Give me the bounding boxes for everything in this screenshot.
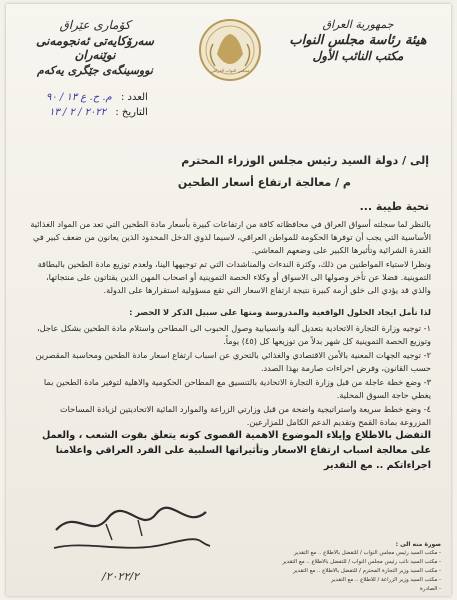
closing-paragraph: التفضل بالاطلاع وإيلاء الموضوع الاهمية القصوى كونه يتعلق بقوت الشعب ، والعمل على معالجة اسباب ارتفاع الاسعار وتأثيراتها السلبية على الفرد العراقي واعلامنا اجراءاتكم .. مع التقدير: [41, 430, 431, 471]
letterhead-arabic: [283, 18, 433, 63]
list-item: ٤- وضع خطط سريعة واستراتيجية واضحة من قبل وزارتي الزراعة والموارد المائية الاتحاديتين لزيادة المساحات المزروعة بمادة القمح وتقديم الدعم الكامل للمزارعين.: [59, 404, 431, 427]
office-name-kurdish: نووسینگەی جێگری یەکەم: [37, 64, 153, 77]
cc-item: - الصادرة: [420, 586, 441, 592]
emblem-caption: مجلس النواب العراقي: [210, 68, 250, 73]
reference-number: [46, 92, 148, 103]
reference-block: [46, 92, 148, 122]
reference-date: [46, 107, 148, 118]
list-item: ٢- توجيه الجهات المعنية بالأمن الاقتصادي والغذائي بالتحري عن اسباب ارتفاع اسعار مادة الطحين ومحاسبة المقصرين حسب القانون، وفرض اجراءات صارمة بهذا الصدد.: [35, 350, 431, 373]
date-value: ۲٠۲۲ / ۲ / ۱۳: [49, 107, 107, 118]
list-item: ٣- وضع خطة عاجلة من قبل وزارة التجارة الاتحادية بالتنسيق مع المطاحن الحكومية والاهلية لتوفير مادة الطحين بما يغطي حاجة السوق المحلية.: [43, 377, 431, 400]
letterhead-kurdish: [20, 18, 170, 77]
paragraph-3: لذا نأمل ايجاد الحلول الواقعية والمدروسة ومنها على سبيل الذكر لا الحصر :: [129, 307, 431, 317]
letter-page: [6, 4, 451, 596]
carbon-copy-list: [271, 540, 441, 594]
country-name-kurdish: كۆماری عێراق: [59, 18, 131, 32]
office-name: مكتب النائب الأول: [312, 49, 404, 63]
cc-item: - مكتب السيد وزير الزراعة / للاطلاع .. مع التقدير: [331, 577, 441, 583]
list-item: ١- توجيه وزارة التجارة الاتحادية بتعديل آلية وانسيابية وصول الحبوب الى المطاحن واستلام مادة الطحين بشكل عاجل، وتوزيع الحصة التموينية كل شهر بدلاً من توزيعها كل (٤٥) يوماً.: [36, 323, 431, 346]
date-label: التاريخ :: [115, 107, 148, 118]
number-value: م. ح. ع ۱۳ / ۹٠: [46, 92, 112, 103]
paragraph-2: ونظرا لاستياء المواطنين من ذلك، وكثرة الندءات والمناشدات التي تم توجيهها الينا، ولعدم توزيع مادة الطحين بالبطاقة التموينية. فضلا عن تأخر وصولها الى الاسواق أو وكلاء الحصة التموينية أو اصحاب المهن الذين يقتاتون على منتجاتها، والذي قد يؤدي الى خلق أزمة كبيرة نتيجة ارتفاع الاسعار التي تقع مسؤولية استقرارها على الدولة.: [37, 259, 431, 295]
institution-name: هيئة رئاسة مجلس النواب: [289, 33, 427, 48]
number-label: العدد :: [120, 92, 148, 103]
recommendations-list: [27, 322, 431, 430]
paragraph-1: بالنظر لما سجلته أسواق العراق في محافظاته كافة من ارتفاعات كبيرة بأسعار مادة الطحين التي تعد من المواد الغذائية الأساسية التي يجب أن توفرها الحكومة للمواطن العراقي، لاسيما لذوي الدخل المحدود الذين يعانون من ضعف كبير في القدرة الشرائية وتأثيرها الكبير على وضعهم المعاشي.: [30, 219, 431, 255]
cc-item: - مكتب السيد وزير التجارة المحترم / للتفضل بالاطلاع .. مع التقدير: [293, 568, 441, 574]
cc-item: - مكتب السيد رئيس مجلس النواب / للتفضل بالاطلاع .. مع التقدير: [293, 550, 441, 556]
cc-heading: صورة منه الى :: [395, 541, 441, 548]
signature-date: ٢٠٢٢/٢/: [102, 570, 139, 583]
parliament-emblem: [197, 14, 263, 92]
handwritten-signature: [46, 500, 216, 560]
institution-name-kurdish: سەرۆکایەتی ئەنجومەنی نوێنەران: [35, 34, 154, 62]
subject-line: م / معالجة ارتفاع أسعار الطحين: [177, 176, 351, 189]
recipient-line: إلى / دولة السيد رئيس مجلس الوزراء المحترم: [181, 154, 429, 167]
greeting: تحية طيبة ...: [359, 200, 429, 213]
cc-item: - مكتب السيد نائب رئيس مجلس النواب / للتفضل بالاطلاع .. مع التقدير: [282, 559, 441, 565]
country-name: جمهورية العراق: [322, 18, 394, 31]
